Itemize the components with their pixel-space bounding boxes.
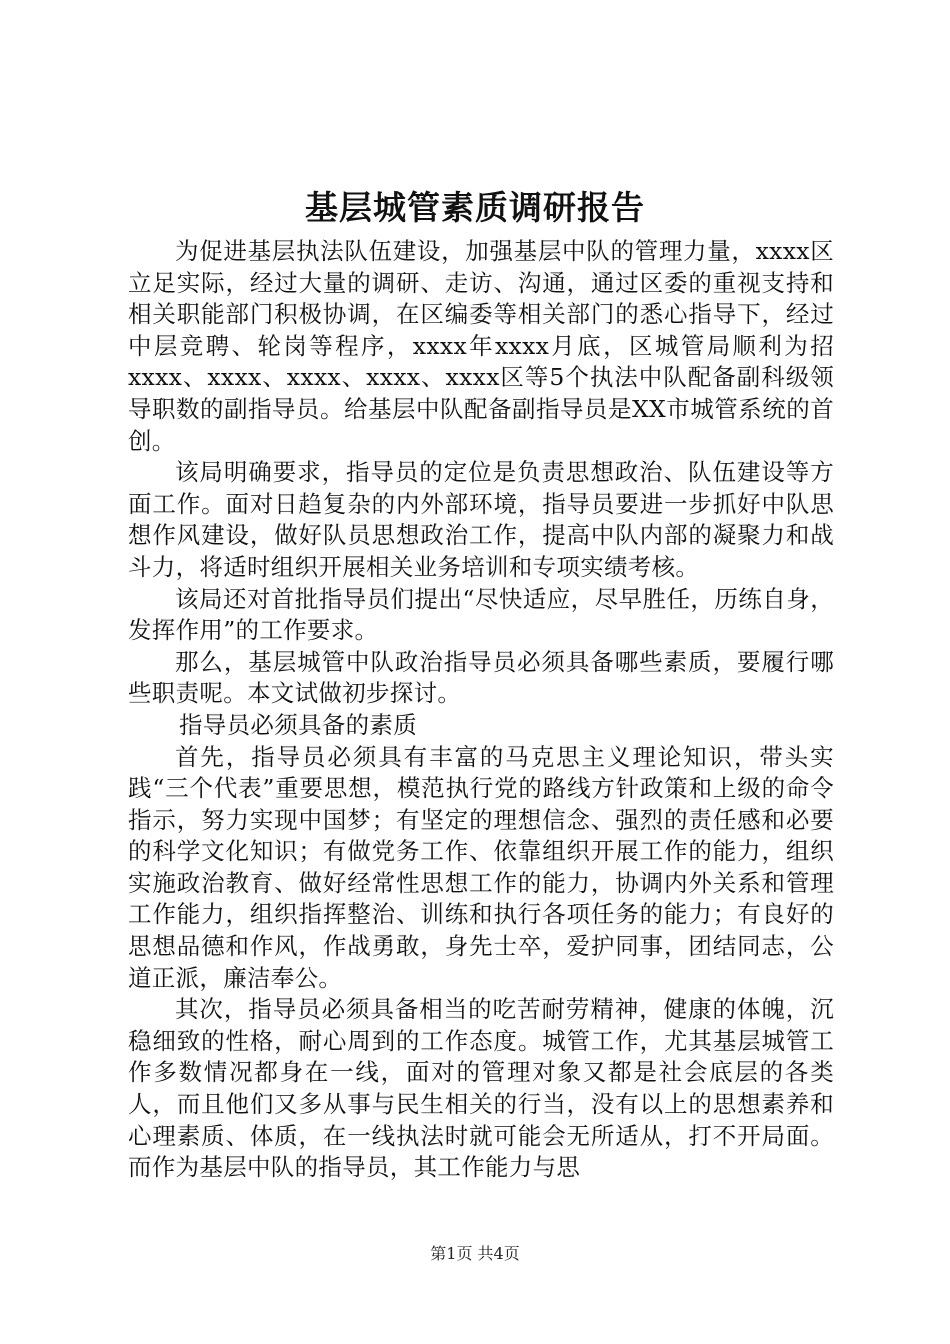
paragraph-question: 那么，基层城管中队政治指导员必须具备哪些素质，要履行哪些职责呢。本文试做初步探讨。 bbox=[128, 647, 834, 708]
paragraph-second: 其次，指导员必须具备相当的吃苦耐劳精神，健康的体魄，沉稳细致的性格，耐心周到的工作态度。城管工作，尤其基层城管工作多数情况都身在一线，面对的管理对象又都是社会底层的各类人，而且他们又多从事与民生相关的行当，没有以上的思想素养和心理素质、体质，在一线执法时就可能会无所适从，打不开局面。而作为基层中队的指导员，其工作能力与思 bbox=[128, 995, 834, 1182]
document-body bbox=[128, 236, 834, 1184]
document-title: 基层城管素质调研报告 bbox=[305, 188, 645, 227]
paragraph-intro: 为促进基层执法队伍建设，加强基层中队的管理力量，xxxx区立足实际，经过大量的调研、走访、沟通，通过区委的重视支持和相关职能部门积极协调，在区编委等相关部门的悉心指导下，经过中层竞聘、轮岗等程序，xxxx年xxxx月底，区城管局顺利为招xxxx、xxxx、xxxx、xxxx、xxxx区等5个执法中队配备副科级领导职数的副指导员。给基层中队配备副指导员是XX市城管系统的首创。 bbox=[128, 237, 834, 455]
paragraph-first: 首先，指导员必须具有丰富的马克思主义理论知识，带头实践“三个代表”重要思想，模范执行党的路线方针政策和上级的命令指示，努力实现中国梦；有坚定的理想信念、强烈的责任感和必要的科学文化知识；有做党务工作、依靠组织开展工作的能力，组织实施政治教育、做好经常性思想工作的能力，协调内外关系和管理工作能力，组织指挥整治、训练和执行各项任务的能力；有良好的思想品德和作风，作战勇敢，身先士卒，爱护同事，团结同志，公道正派，廉洁奉公。 bbox=[128, 742, 834, 992]
section-heading: 指导员必须具备的素质 bbox=[179, 710, 417, 739]
paragraph-work-demands: 该局还对首批指导员们提出“尽快适应，尽早胜任，历练自身，发挥作用”的工作要求。 bbox=[128, 584, 834, 645]
paragraph-requirements: 该局明确要求，指导员的定位是负责思想政治、队伍建设等方面工作。面对日趋复杂的内外部环境，指导员要进一步抓好中队思想作风建设，做好队员思想政治工作，提高中队内部的凝聚力和战斗力，将适时组织开展相关业务培训和专项实绩考核。 bbox=[128, 458, 834, 581]
page-footer: 第1页 共4页 bbox=[430, 1244, 520, 1263]
